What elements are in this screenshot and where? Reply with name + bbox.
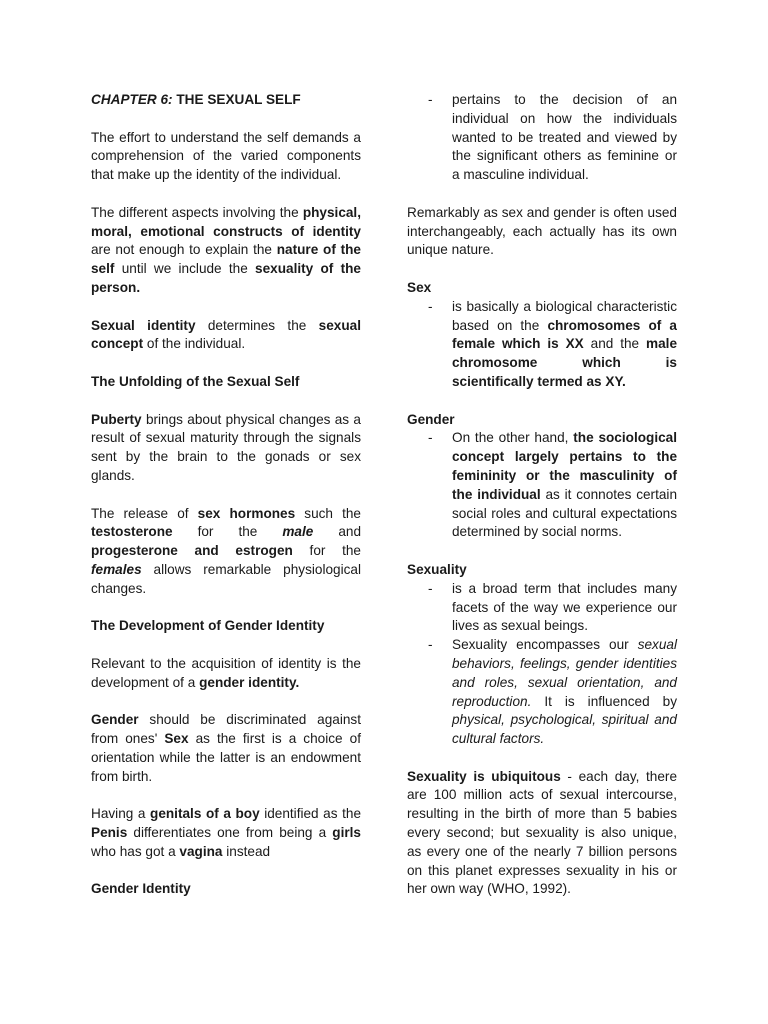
gender-vs-sex-paragraph: Gender should be discriminated against from ones' Sex as the first is a choice of orientation while the latter is an endowment from birth. xyxy=(91,712,361,784)
sexual-identity-paragraph: Sexual identity determines the sexual concept of the individual. xyxy=(91,317,361,352)
section-heading-development: The Development of Gender Identity xyxy=(91,618,325,634)
chapter-heading: CHAPTER 6: THE SEXUAL SELF xyxy=(91,92,301,107)
sex-heading: Sex xyxy=(407,279,432,295)
right-column xyxy=(407,91,677,918)
gender-definition xyxy=(407,411,677,543)
gender-heading: Gender xyxy=(407,411,455,427)
puberty-paragraph: Puberty brings about physical changes as a result of sexual maturity through the signals sent by the brain to the gonads or sex glands. xyxy=(91,411,361,483)
list-item: - is a broad term that includes many facets of the way we experience our lives as sexual beings. xyxy=(428,580,677,634)
gender-identity-intro-paragraph: Relevant to the acquisition of identity is the development of a gender identity. xyxy=(91,655,361,690)
ubiquitous-paragraph: Sexuality is ubiquitous - each day, there are 100 million acts of sexual intercourse, resulting in the birth of more than 5 babies every second; but sexuality is also unique, as every one of the nearly 7 billion persons on this planet expresses sexuality in his or her own way (WHO, 1992). xyxy=(407,768,678,897)
list-item: - On the other hand, the sociological concept largely pertains to the femininity or the masculinity of the individual as it connotes certain social roles and cultural expectations determined by social norms. xyxy=(428,430,678,540)
section-heading-unfolding: The Unfolding of the Sexual Self xyxy=(91,373,300,389)
section-heading-gender-identity: Gender Identity xyxy=(91,881,191,897)
sex-gender-paragraph: Remarkably as sex and gender is often used interchangeably, each actually has its own unique nature. xyxy=(407,204,677,258)
sexuality-heading: Sexuality xyxy=(407,561,467,577)
genitals-paragraph: Having a genitals of a boy identified as the Penis differentiates one from being a girls who has got a vagina instead xyxy=(91,806,362,859)
sexuality-definition xyxy=(407,561,677,749)
sex-definition xyxy=(407,279,677,392)
list-item: - pertains to the decision of an individual on how the individuals wanted to be treated and viewed by the significant others as feminine or a masculine individual. xyxy=(428,92,677,183)
intro-paragraph: The effort to understand the self demands a comprehension of the varied components that make up the identity of the individual. xyxy=(91,129,361,183)
gender-identity-definition xyxy=(407,91,677,185)
hormones-paragraph: The release of sex hormones such the testosterone for the male and progesterone and estrogen for the females allows remarkable physiological changes. xyxy=(91,505,362,596)
list-item: - is basically a biological characteristic based on the chromosomes of a female which is XX and the male chromosome which is scientifically termed as XY. xyxy=(428,298,677,389)
left-column xyxy=(91,91,361,918)
aspects-paragraph: The different aspects involving the physical, moral, emotional constructs of identity are not enough to explain the nature of the self until we include the sexuality of the person. xyxy=(91,204,361,295)
list-item: - Sexuality encompasses our sexual behaviors, feelings, gender identities and roles, sexual orientation, and reproduction. It is influenced by physical, psychological, spiritual and cultural factors. xyxy=(428,637,677,747)
